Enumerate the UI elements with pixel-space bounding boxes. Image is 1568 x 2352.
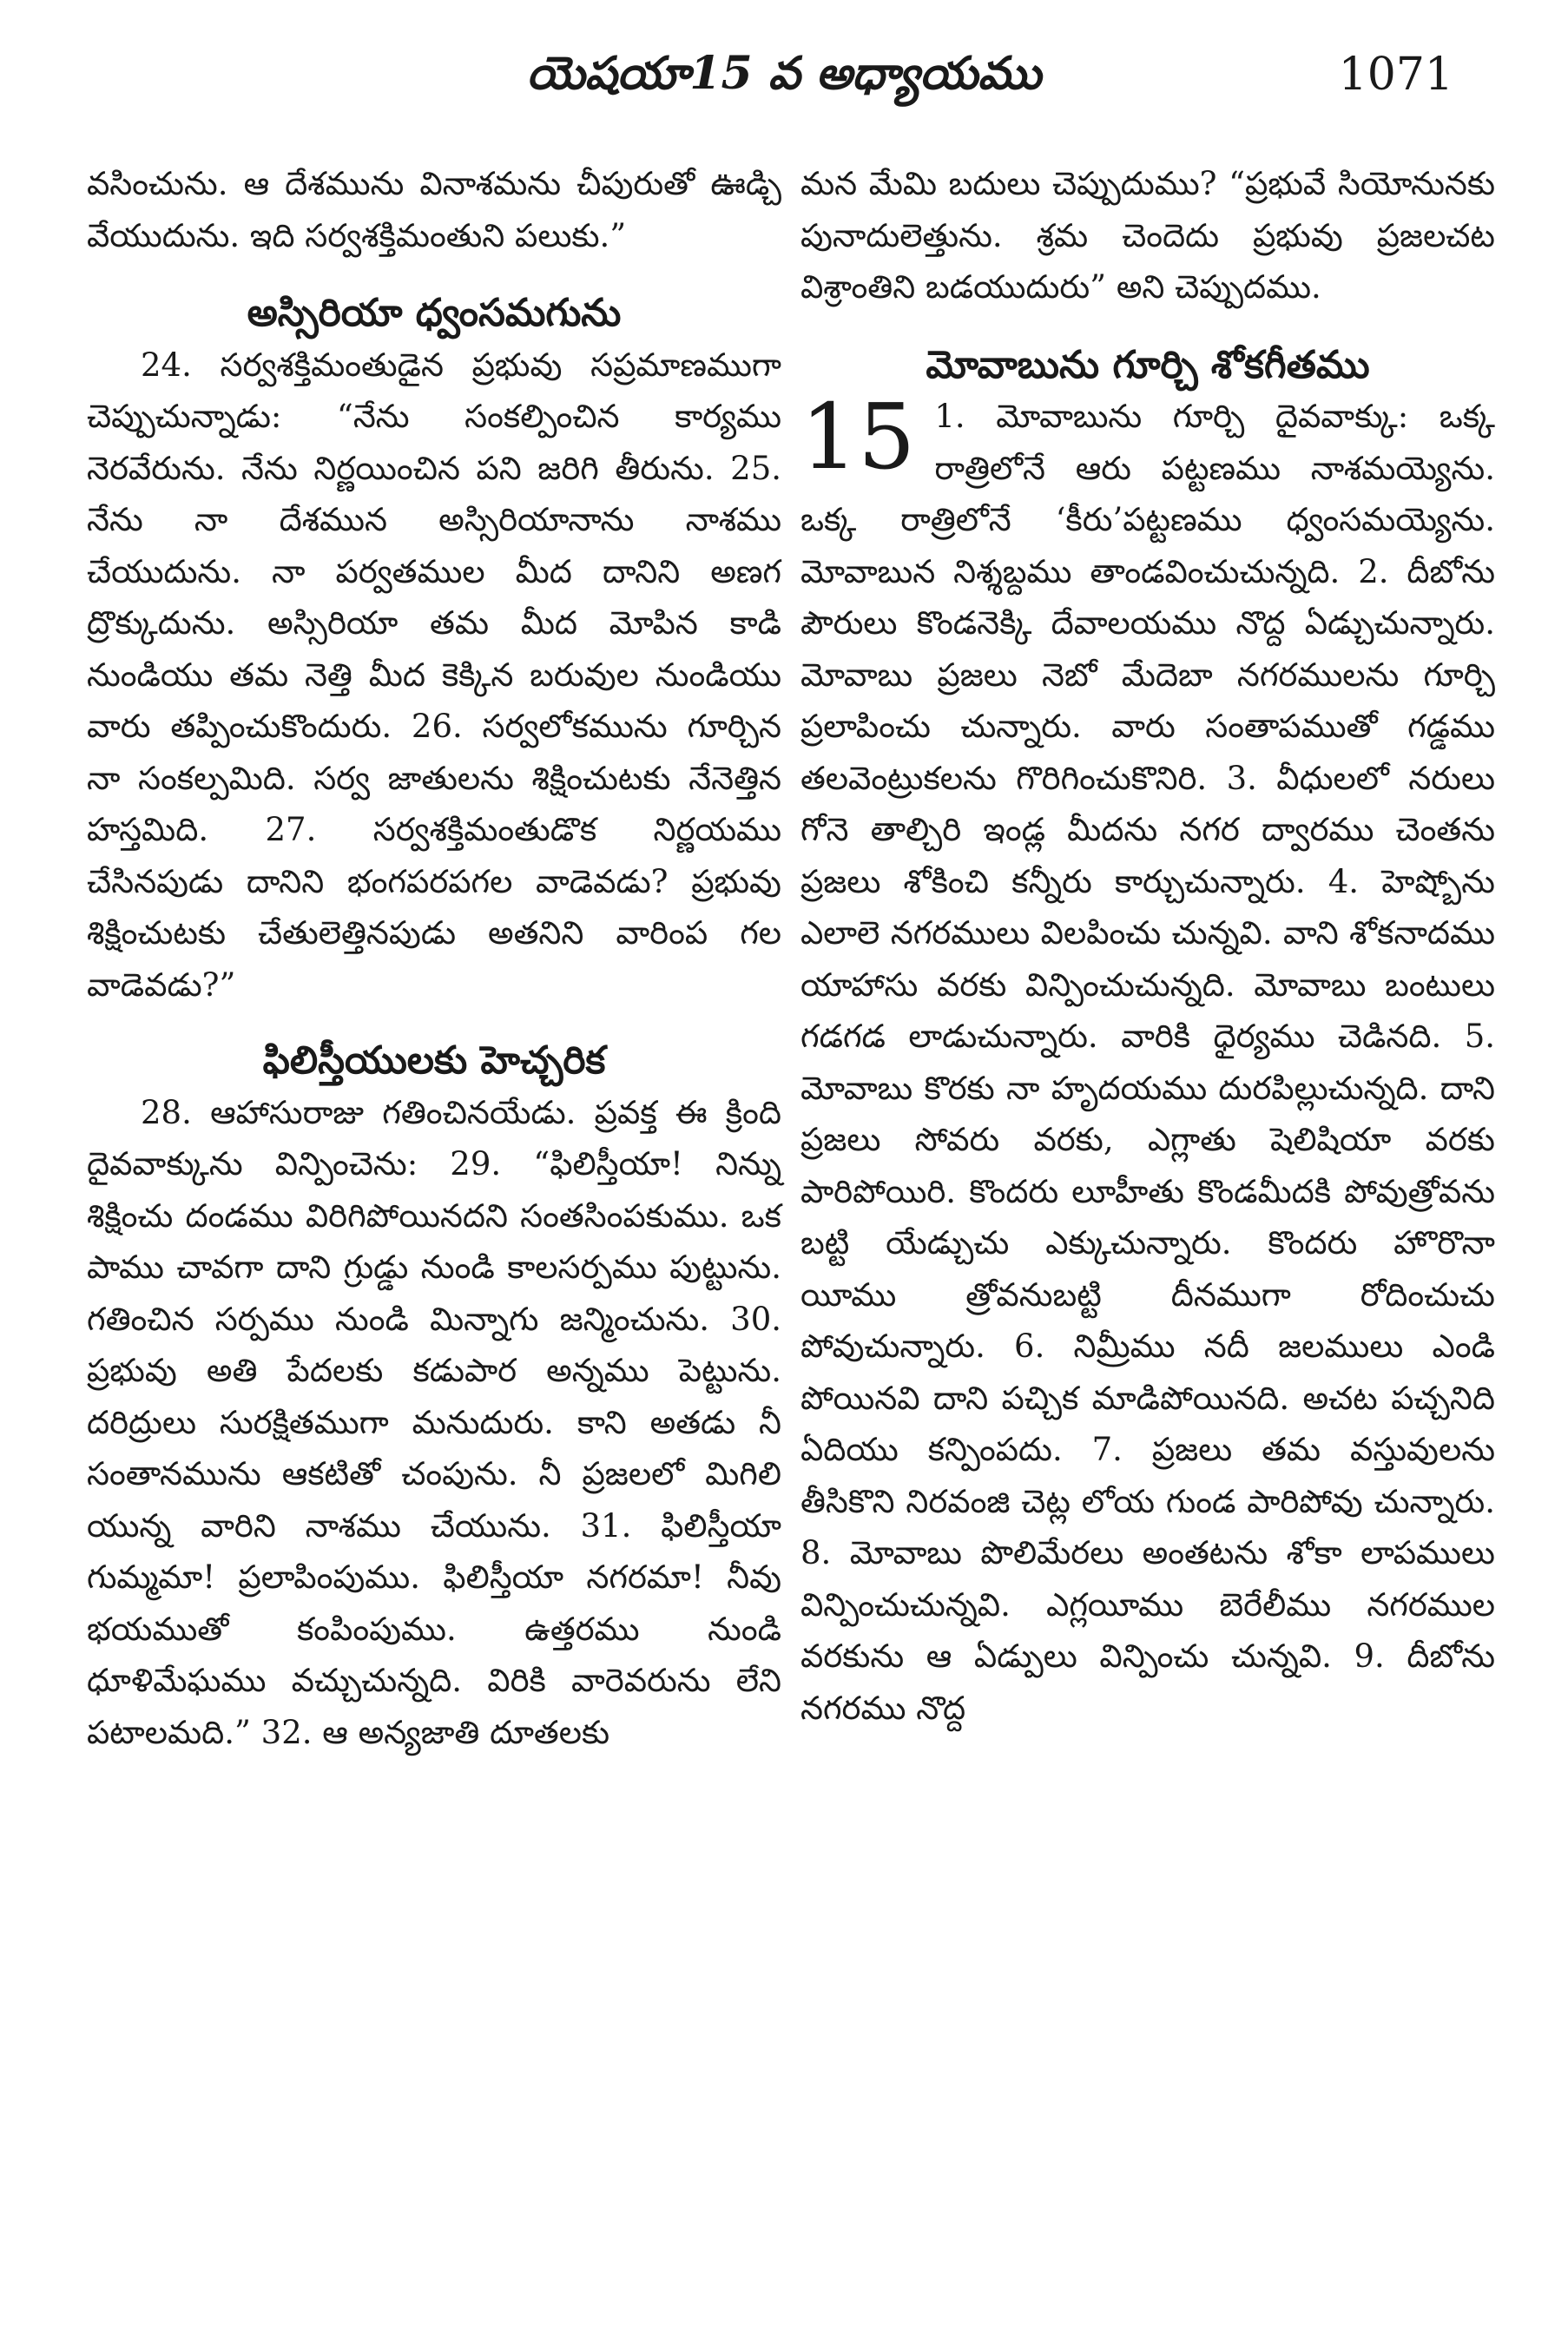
continuation-text: మన మేమి బదులు చెప్పుదుము? “ప్రభువే సియోనునకు పునాదులెత్తును. శ్రమ చెందెదు ప్రభువు ప్రజలచట విశ్రాంతిని బడయుదురు” అని చెప్పుదము. [800, 165, 1495, 306]
verse-paragraph: 24. సర్వశక్తిమంతుడైన ప్రభువు సప్రమాణముగా చెప్పుచున్నాడు: “నేను సంకల్పించిన కార్యము నెరవేరును. నేను నిర్ణయించిన పని జరిగి తీరును. 25. నేను నా దేశమున అస్సిరియానాను నాశము చేయుదును. నా పర్వతముల మీద దానిని అణగ ద్రొక్కుదును. అస్సిరియా తమ మీద మోపిన కాడి నుండియు తమ నెత్తి మీద కెక్కిన బరువుల నుండియు వారు తప్పించుకొందురు. 26. సర్వలోకమును గూర్చిన నా సంకల్పమిది. సర్వ జాతులను శిక్షించుటకు నేనెత్తిన హస్తమిది. 27. సర్వశక్తిమంతుడొక నిర్ణయము చేసినపుడు దానిని భంగపరపగల వాడెవడు? ప్రభువు శిక్షించుటకు చేతులెత్తినపుడు అతనిని వారింప గల వాడెవడు?” [87, 346, 781, 1004]
chapter-number: 15 [800, 384, 916, 490]
section-heading-assyria: అస్సిరియా ధ్వంసమగును [247, 291, 622, 335]
right-column [800, 158, 1495, 1734]
continuation-text: వసించును. ఆ దేశమును వినాశమను చీపురుతో ఊడ్చి వేయుదును. ఇది సర్వశక్తిమంతుని పలుకు.” [87, 165, 781, 254]
running-title: యెషయా15 వ అధ్యాయము [526, 47, 1042, 100]
page-header [0, 42, 1568, 111]
verse-paragraph: 1. మోవాబును గూర్చి దైవవాక్కు: ఒక్క రాత్రిలోనే ఆరు పట్టణము నాశమయ్యెను. ఒక్క రాత్రిలోనే ‘కీరు’పట్టణము ధ్వంసమయ్యెను. మోవాబున నిశ్శబ్దము తాండవించుచున్నది. 2. దీబోను పౌరులు కొండనెక్కి దేవాలయము నొద్ద ఏడ్చుచున్నారు. మోవాబు ప్రజలు నెబో మేదెబా నగరములను గూర్చి ప్రలాపించు చున్నారు. వారు సంతాపముతో గడ్డము తలవెంట్రుకలను గొరిగించుకొనిరి. 3. వీధులలో నరులు గోనె తాల్చిరి ఇండ్ల మీదను నగర ద్వారము చెంతను ప్రజలు శోకించి కన్నీరు కార్చుచున్నారు. 4. హెష్బోను ఎలాలె నగరములు విలపించు చున్నవి. వాని శోకనాదము యాహాసు వరకు విన్పించుచున్నది. మోవాబు బంటులు గడగడ లాడుచున్నారు. వారికి ధైర్యము చెడినది. 5. మోవాబు కొరకు నా హృదయము దురపిల్లుచున్నది. దాని ప్రజలు సోవరు వరకు, ఎగ్లాతు షెలిషియా వరకు పారిపోయిరి. కొందరు లూహీతు కొండమీదకి పోవుత్రోవను బట్టి యేడ్చుచు ఎక్కుచున్నారు. కొందరు హొరొనా యీము త్రోవనుబట్టి దీనముగా రోదించుచు పోవుచున్నారు. 6. నిమ్రీము నదీ జలములు ఎండి పోయినవి దాని పచ్చిక మాడిపోయినది. అచట పచ్చనిది ఏదియు కన్పింపదు. 7. ప్రజలు తమ వస్తువులను తీసికొని నిరవంజి చెట్ల లోయ గుండ పారిపోవు చున్నారు. 8. మోవాబు పొలిమేరలు అంతటను శోకా లాపములు విన్పించుచున్నవి. ఎగ్లయీము బెరేలీము నగరముల వరకును ఆ ఏడ్పులు విన్పించు చున్నవి. 9. దీబోను నగరము నొద్ద [800, 398, 1495, 1727]
page-number: 1071 [1338, 49, 1453, 101]
verse-paragraph: 28. ఆహాసురాజు గతించినయేడు. ప్రవక్త ఈ క్రింది దైవవాక్కును విన్పించెను: 29. “ఫిలిస్తీయా! నిన్ను శిక్షించు దండము విరిగిపోయినదని సంతసింపకుము. ఒక పాము చావగా దాని గ్రుడ్డు నుండి కాలసర్పము పుట్టును. గతించిన సర్పము నుండి మిన్నాగు జన్మించును. 30. ప్రభువు అతి పేదలకు కడుపార అన్నము పెట్టును. దరిద్రులు సురక్షితముగా మనుదురు. కాని అతడు నీ సంతానమును ఆకటితో చంపును. నీ ప్రజలలో మిగిలి యున్న వారిని నాశము చేయును. 31. ఫిలిస్తీయా గుమ్మమా! ప్రలాపింపుము. ఫిలిస్తీయా నగరమా! నీవు భయముతో కంపింపుము. ఉత్తరము నుండి ధూళిమేఘము వచ్చుచున్నది. విరికి వారెవరును లేని పటాలమది.” 32. ఆ అన్యజాతి దూతలకు [87, 1093, 781, 1751]
section-heading-moab: మోవాబును గూర్చి శోకగీతము [926, 342, 1370, 387]
left-column [87, 158, 781, 1758]
section-heading-philistia: ఫిలిస్తీయులకు హెచ్చరిక [262, 1038, 606, 1083]
